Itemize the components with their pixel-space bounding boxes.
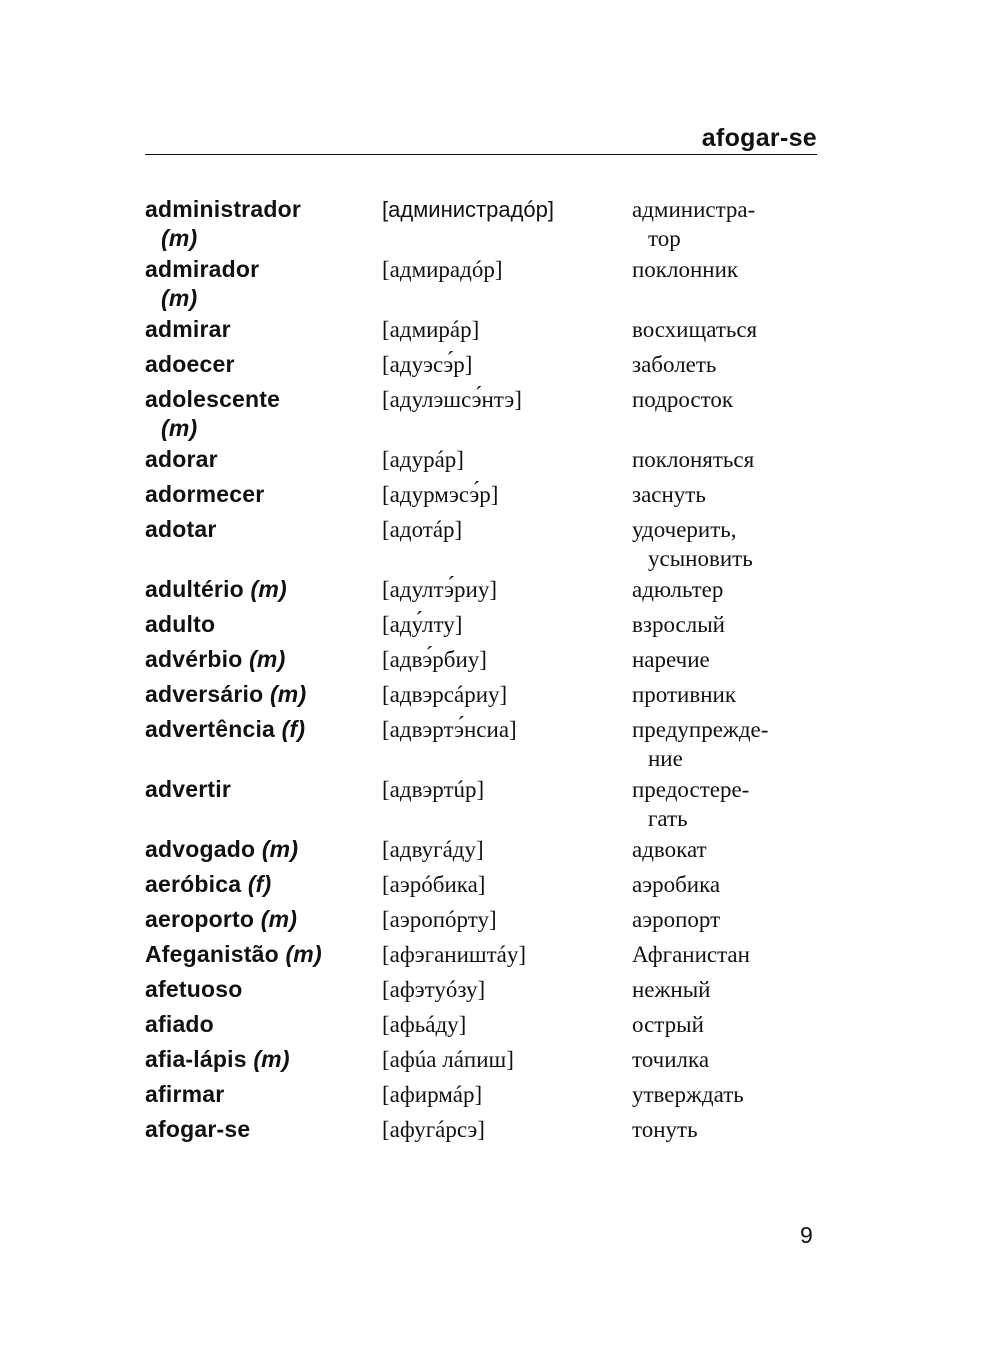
translation: поклонник: [632, 257, 739, 282]
transcription: [адулэшсэ́нтэ]: [382, 387, 522, 412]
dictionary-entry: [145, 1080, 817, 1109]
entry-word: [145, 645, 382, 674]
transcription: [адмирáр]: [382, 317, 480, 342]
dictionary-entry: [145, 975, 817, 1004]
transcription: [афирмáр]: [382, 1082, 483, 1107]
translation: [632, 775, 817, 833]
headword: afetuoso: [145, 976, 243, 1002]
dictionary-entry: [145, 870, 817, 899]
transcription: [адултэ́риу]: [382, 577, 497, 602]
headword: advogado: [145, 836, 256, 862]
entry-word: [145, 835, 382, 864]
transcription: [адотáр]: [382, 517, 463, 542]
gender-label: (m): [249, 646, 286, 672]
transcription: [адурáр]: [382, 447, 464, 472]
entry-word: [145, 715, 382, 744]
transcription: [адуэсэ́р]: [382, 352, 473, 377]
translation-continuation: тор: [648, 226, 681, 251]
translation: [632, 195, 817, 253]
translation: тонуть: [632, 1117, 698, 1142]
translation: восхищаться: [632, 317, 758, 342]
dictionary-entry: [145, 350, 817, 379]
translation-text: администра-: [632, 197, 756, 222]
transcription: [адвэртúр]: [382, 777, 485, 802]
dictionary-entry: [145, 715, 817, 773]
translation: поклоняться: [632, 447, 755, 472]
headword: adultério: [145, 576, 244, 602]
transcription: [афугáрсэ]: [382, 1117, 485, 1142]
running-header-guide-word: afogar-se: [701, 124, 817, 152]
translation: острый: [632, 1012, 704, 1037]
transcription: [адмирадóр]: [382, 257, 503, 282]
headword: adorar: [145, 446, 218, 472]
gender-label: (m): [161, 225, 198, 251]
headword: Afeganistão: [145, 941, 279, 967]
gender-label: (m): [260, 906, 298, 932]
translation-continuation: усыновить: [648, 546, 753, 571]
transcription: [афúа лáпиш]: [382, 1047, 514, 1072]
transcription: [аэропóрту]: [382, 907, 497, 932]
dictionary-entry: [145, 835, 817, 864]
transcription: [аду́лту]: [382, 612, 463, 637]
translation: аэропорт: [632, 907, 721, 932]
dictionary-entry: [145, 775, 817, 833]
gender-label: (m): [250, 576, 287, 602]
entry-word: [145, 1080, 382, 1109]
transcription: [адурмэсэ́р]: [382, 482, 499, 507]
transcription: [аэрóбика]: [382, 872, 486, 897]
translation: наречие: [632, 647, 710, 672]
dictionary-entries: [145, 195, 817, 1150]
entry-word: [145, 610, 382, 639]
header-rule: [145, 154, 817, 155]
translation: противник: [632, 682, 737, 707]
translation: утверждать: [632, 1082, 744, 1107]
transcription: [адвэрсáриу]: [382, 682, 508, 707]
dictionary-entry: [145, 1115, 817, 1144]
gender-label: (f): [247, 871, 272, 897]
transcription: [афэтуóзу]: [382, 977, 486, 1002]
entry-word: [145, 975, 382, 1004]
gender-label: (m): [261, 836, 299, 862]
gender-label: (m): [161, 285, 198, 311]
headword: advertir: [145, 776, 231, 802]
entry-word: [145, 940, 382, 969]
entry-word: [145, 870, 382, 899]
transcription: [адвэртэ́нсиа]: [382, 717, 517, 742]
gender-label: (m): [269, 681, 307, 707]
dictionary-entry: [145, 940, 817, 969]
headword: advérbio: [145, 646, 243, 672]
dictionary-entry: [145, 680, 817, 709]
entry-word: [145, 385, 382, 443]
headword: administrador: [145, 196, 301, 222]
translation: [632, 515, 817, 573]
translation: аэробика: [632, 872, 721, 897]
headword: afia-lápis: [145, 1046, 247, 1072]
dictionary-entry: [145, 515, 817, 573]
headword: advertência: [145, 716, 276, 742]
entry-word: [145, 905, 382, 934]
entry-word: [145, 480, 382, 509]
headword: aeróbica: [145, 871, 242, 897]
translation-continuation: ние: [648, 746, 683, 771]
gender-label: (f): [281, 716, 306, 742]
headword: adormecer: [145, 481, 265, 507]
headword: admirar: [145, 316, 231, 342]
dictionary-entry: [145, 1045, 817, 1074]
entry-word: [145, 775, 382, 804]
headword: adoecer: [145, 351, 235, 377]
dictionary-entry: [145, 575, 817, 604]
entry-word: [145, 350, 382, 379]
headword: adulto: [145, 611, 216, 637]
translation: подросток: [632, 387, 734, 412]
entry-word: [145, 1115, 382, 1144]
entry-word: [145, 445, 382, 474]
dictionary-entry: [145, 255, 817, 313]
headword: adversário: [145, 681, 264, 707]
translation: Афганистан: [632, 942, 750, 967]
headword: admirador: [145, 256, 260, 282]
transcription: [афэгаништáу]: [382, 942, 527, 967]
page-number: 9: [800, 1222, 813, 1248]
translation-text: удочерить,: [632, 517, 737, 542]
translation-continuation: гать: [648, 806, 688, 831]
dictionary-entry: [145, 1010, 817, 1039]
dictionary-entry: [145, 610, 817, 639]
gender-label: (m): [285, 941, 322, 967]
translation: нежный: [632, 977, 711, 1002]
translation: адвокат: [632, 837, 707, 862]
entry-word: [145, 515, 382, 544]
entry-word: [145, 1045, 382, 1074]
entry-word: [145, 255, 382, 313]
gender-label: (m): [161, 415, 198, 441]
entry-word: [145, 195, 382, 253]
translation: [632, 715, 817, 773]
headword: aeroporto: [145, 906, 255, 932]
headword: adotar: [145, 516, 217, 542]
transcription: [афьáду]: [382, 1012, 467, 1037]
dictionary-entry: [145, 645, 817, 674]
dictionary-entry: [145, 445, 817, 474]
transcription: [адвэ́рбиу]: [382, 647, 487, 672]
headword: adolescente: [145, 386, 281, 412]
translation: заболеть: [632, 352, 717, 377]
dictionary-entry: [145, 480, 817, 509]
translation-text: предостере-: [632, 777, 750, 802]
entry-word: [145, 315, 382, 344]
headword: afirmar: [145, 1081, 225, 1107]
translation: точилка: [632, 1047, 710, 1072]
headword: afogar-se: [145, 1116, 251, 1142]
transcription: [администрадóр]: [382, 197, 555, 222]
entry-word: [145, 1010, 382, 1039]
dictionary-entry: [145, 195, 817, 253]
dictionary-entry: [145, 315, 817, 344]
translation-text: предупрежде-: [632, 717, 769, 742]
dictionary-entry: [145, 385, 817, 443]
transcription: [адвугáду]: [382, 837, 484, 862]
headword: afiado: [145, 1011, 214, 1037]
entry-word: [145, 680, 382, 709]
gender-label: (m): [253, 1046, 290, 1072]
translation: адюльтер: [632, 577, 724, 602]
dictionary-entry: [145, 905, 817, 934]
translation: взрослый: [632, 612, 725, 637]
entry-word: [145, 575, 382, 604]
translation: заснуть: [632, 482, 706, 507]
